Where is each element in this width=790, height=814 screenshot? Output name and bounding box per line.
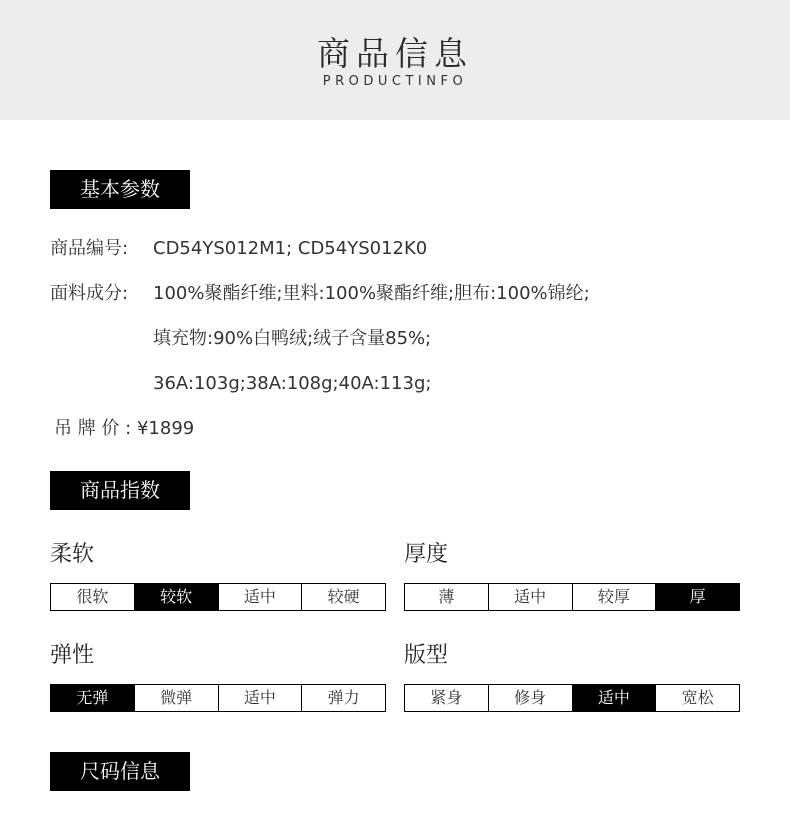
scale-option: 较软	[134, 584, 218, 610]
scale-option: 适中	[488, 584, 572, 610]
material-line: 36A:103g;38A:108g;40A:113g;	[153, 373, 432, 394]
product-code-row	[50, 237, 427, 261]
thickness-title: 厚度	[404, 542, 449, 567]
scale-option: 紧身	[430, 688, 463, 707]
page-title: 商品信息	[317, 34, 473, 73]
price-label: 吊 牌 价 :	[54, 418, 132, 439]
scale-option: 弹力	[301, 685, 385, 711]
section-header-index: 商品指数	[50, 471, 190, 510]
section-header-basic: 基本参数	[50, 170, 190, 209]
scale-option: 无弹	[51, 685, 134, 711]
product-code-label: 商品编号:	[50, 238, 129, 259]
product-code-value: CD54YS012M1; CD54YS012K0	[153, 238, 428, 259]
fit-scale	[404, 684, 740, 712]
page-header	[0, 0, 790, 120]
thickness-scale	[404, 583, 740, 611]
scale-option: 适中	[218, 584, 302, 610]
scale-option: 修身	[488, 685, 572, 711]
material-row	[50, 282, 590, 306]
fit-title: 版型	[404, 643, 449, 668]
elasticity-title: 弹性	[50, 643, 95, 668]
material-label: 面料成分:	[50, 283, 129, 304]
scale-option: 微弹	[134, 685, 218, 711]
elasticity-scale	[50, 684, 386, 712]
scale-option: 很软	[76, 587, 109, 606]
material-line: 100%聚酯纤维;里料:100%聚酯纤维;胆布:100%锦纶;	[153, 283, 590, 304]
scale-option: 宽松	[655, 685, 739, 711]
scale-option: 适中	[572, 685, 656, 711]
price-value: ¥1899	[136, 418, 195, 439]
softness-title: 柔软	[50, 542, 95, 567]
scale-option: 较硬	[301, 584, 385, 610]
page-subtitle: PRODUCTINFO	[322, 74, 468, 89]
material-line: 填充物:90%白鸭绒;绒子含量85%;	[153, 328, 432, 349]
section-header-size: 尺码信息	[50, 752, 190, 791]
scale-option: 厚	[655, 584, 739, 610]
scale-option: 适中	[218, 685, 302, 711]
softness-scale	[50, 583, 386, 611]
scale-option: 较厚	[572, 584, 656, 610]
scale-option: 薄	[438, 587, 455, 606]
price-row	[54, 417, 194, 441]
